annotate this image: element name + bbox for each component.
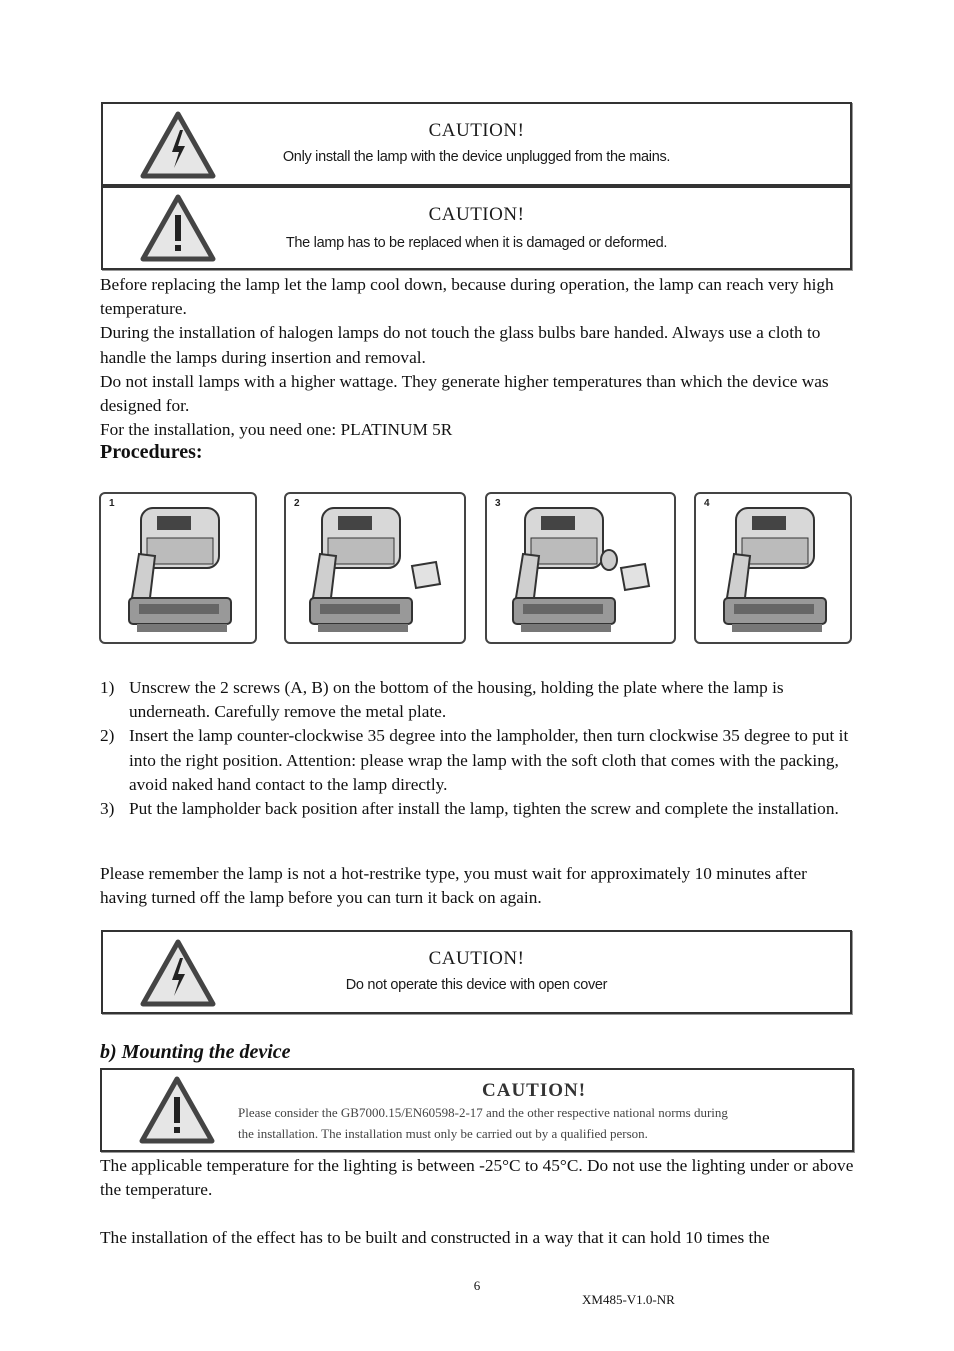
caution-message: The lamp has to be replaced when it is damaged or deformed. <box>285 235 668 251</box>
moving-head-illustration <box>286 494 468 646</box>
caution-box-damaged <box>101 186 852 270</box>
procedures-heading: Procedures: <box>100 441 203 463</box>
paragraph: Do not install lamps with a higher wattage. They generate higher temperatures than which the device was designed for. <box>100 371 829 416</box>
mounting-heading: b) Mounting the device <box>100 1041 291 1063</box>
page-number: 6 <box>473 1278 481 1293</box>
step-number: 1) <box>100 678 115 697</box>
document-code: XM485-V1.0-NR <box>582 1292 675 1307</box>
list-item <box>100 676 860 724</box>
image-number: 2 <box>294 498 300 509</box>
installation-paragraph: The installation of the effect has to be built and constructed in a way that it can hold 10 times the <box>100 1228 770 1247</box>
paragraph: For the installation, you need one: PLATINUM 5R <box>100 420 453 440</box>
paragraph: During the installation of halogen lamps do not touch the glass bulbs bare handed. Always use a cloth to handle the lamps during insertion and removal. <box>100 323 821 367</box>
step-number: 2) <box>100 726 115 746</box>
procedure-image-1 <box>99 492 257 644</box>
intro-text <box>100 273 860 442</box>
caution-box-unplug <box>101 102 852 186</box>
step-text: Insert the lamp counter-clockwise 35 degree into the lampholder, then turn clockwise 35 degree to put it into the right position. Attention: please wrap the lamp with the soft cloth that comes with the packing, avoid naked hand contact to the lamp directly. <box>129 726 849 794</box>
caution-message: Do not operate this device with open cover <box>345 977 608 993</box>
caution-title: CAUTION! <box>428 948 525 969</box>
hot-restrike-note: Please remember the lamp is not a hot-restrike type, you must wait for approximately 10 minutes after having turned off the lamp before you can turn it back on again. <box>100 864 807 908</box>
temperature-paragraph: The applicable temperature for the lighting is between -25°C to 45°C. Do not use the lighting under or above the temperature. <box>100 1156 854 1200</box>
list-item <box>100 724 860 797</box>
procedure-image-3 <box>485 492 676 644</box>
procedure-image-2 <box>284 492 466 644</box>
image-number: 1 <box>109 498 115 509</box>
caution-message-line-1: Please consider the GB7000.15/EN60598-2-17 and the other respective national norms during <box>238 1105 728 1120</box>
step-number: 3) <box>100 799 115 819</box>
procedure-steps <box>100 676 860 821</box>
moving-head-illustration <box>101 494 259 646</box>
exclamation-warning-icon <box>138 1075 216 1145</box>
caution-title: CAUTION! <box>428 204 525 225</box>
step-text: Put the lampholder back position after install the lamp, tighten the screw and complete the installation. <box>129 799 839 819</box>
image-number: 3 <box>495 498 501 509</box>
caution-box-mounting <box>100 1068 854 1152</box>
list-item <box>100 797 860 821</box>
procedure-image-4 <box>694 492 852 644</box>
caution-message: Only install the lamp with the device unplugged from the mains. <box>282 149 671 165</box>
caution-title: CAUTION! <box>482 1080 587 1101</box>
step-text: Unscrew the 2 screws (A, B) on the bottom of the housing, holding the plate where the lamp is underneath. Carefully remove the metal plate. <box>129 678 784 722</box>
moving-head-illustration <box>487 494 678 646</box>
caution-box-open-cover <box>101 930 852 1014</box>
paragraph: Before replacing the lamp let the lamp cool down, because during operation, the lamp can reach very high temperature. <box>100 275 834 319</box>
moving-head-illustration <box>696 494 854 646</box>
caution-message-line-2: the installation. The installation must only be carried out by a qualified person. <box>238 1126 648 1141</box>
caution-title: CAUTION! <box>428 120 525 141</box>
image-number: 4 <box>704 498 710 509</box>
